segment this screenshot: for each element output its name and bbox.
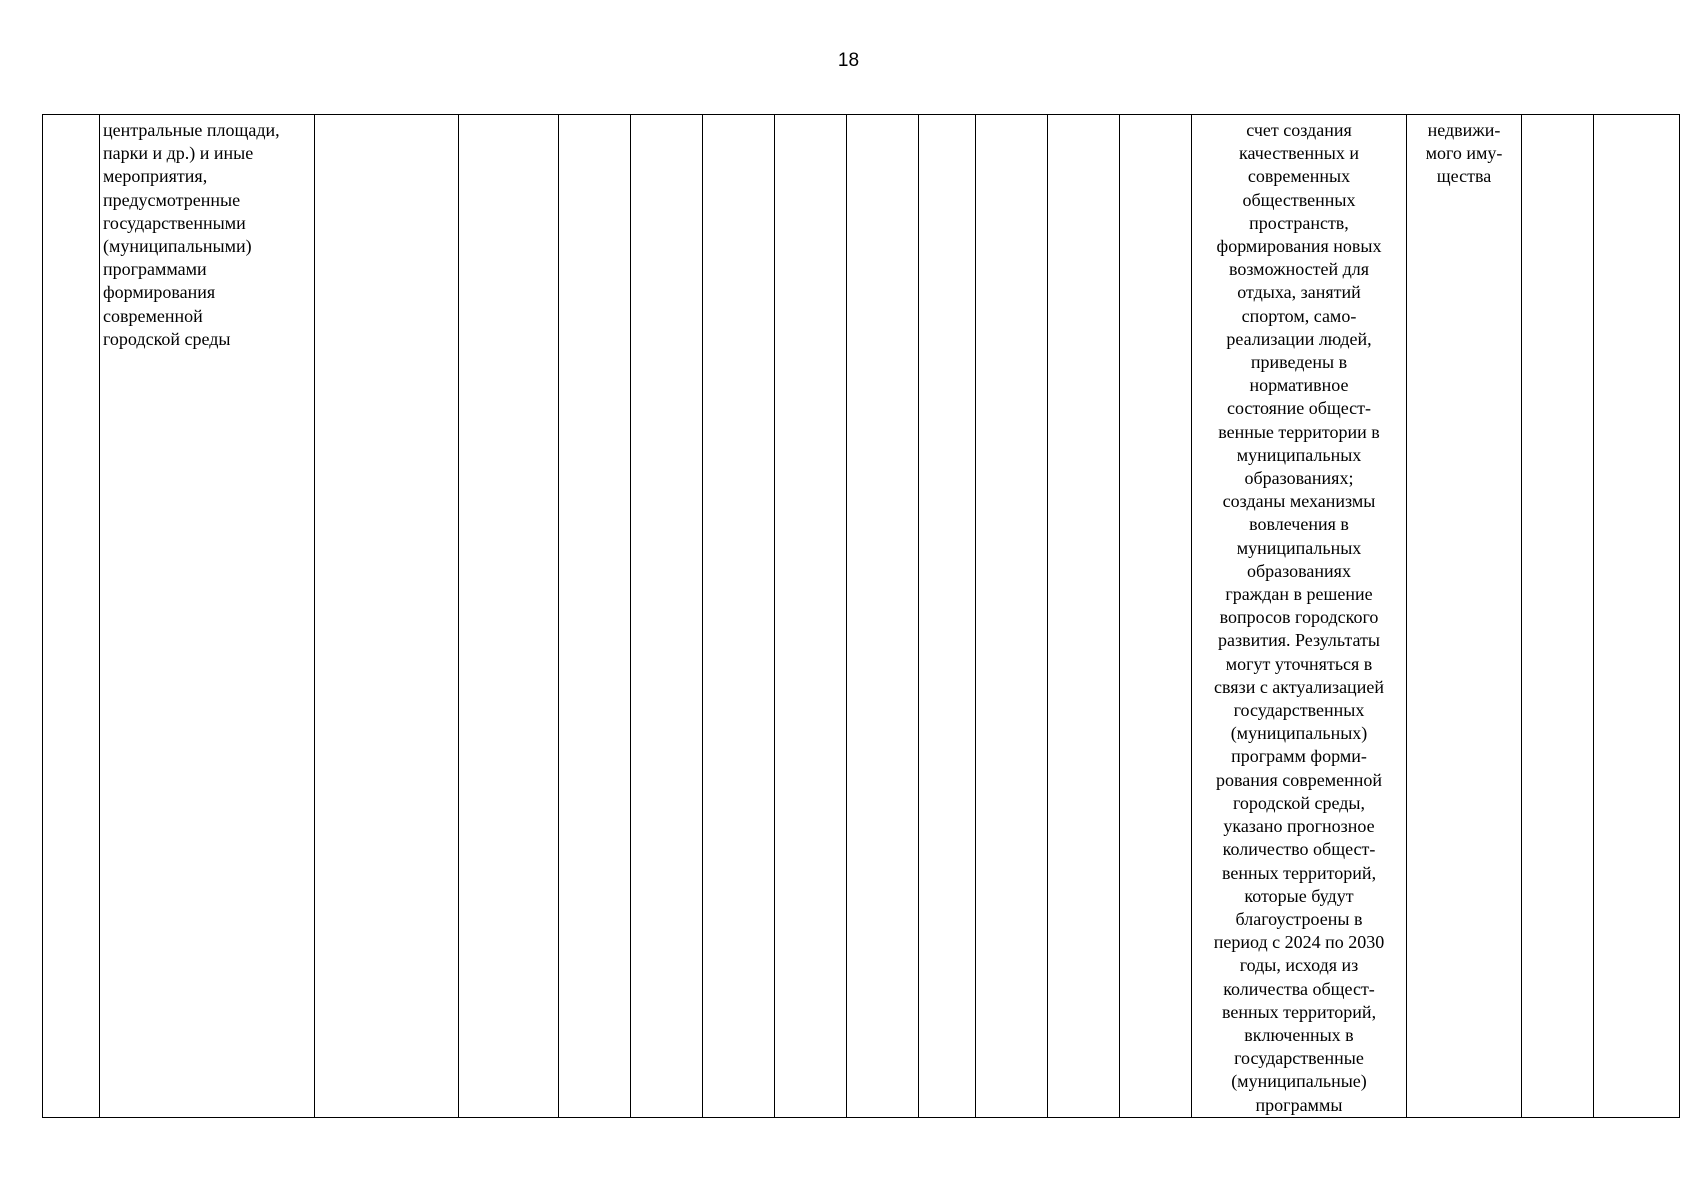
cell-line: (муниципальными) [103, 236, 252, 257]
cell-line: нормативное [1249, 375, 1349, 396]
cell-line: отдыха, занятий [1237, 282, 1361, 303]
cell-line: спортом, само- [1241, 305, 1357, 326]
cell-line: пространств, [1249, 212, 1349, 233]
cell-line: счет создания [1246, 120, 1352, 140]
cell-line: образованиях; [1244, 468, 1354, 489]
cell-line: период с 2024 по 2030 [1213, 932, 1385, 953]
table-cell-col-8 [775, 115, 847, 1118]
table-cell-col-5 [559, 115, 631, 1118]
cell-line: недвижи- [1427, 120, 1501, 140]
table-row [43, 115, 1680, 1118]
cell-line: (муниципальные) [1231, 1071, 1367, 1092]
table-cell-col-9 [847, 115, 919, 1118]
cell-line: государственных [1233, 700, 1365, 721]
cell-text-col-2 [103, 119, 311, 351]
table-cell-col-3 [315, 115, 459, 1118]
cell-line: количество общест- [1222, 839, 1376, 860]
cell-line: включенных в [1244, 1024, 1354, 1045]
cell-line: развития. Результаты [1217, 630, 1380, 651]
cell-line: формирования [103, 282, 216, 303]
cell-line: возможностей для [1228, 259, 1370, 280]
cell-line: современных [1247, 166, 1351, 187]
cell-line: связи с актуализацией [1214, 676, 1384, 697]
cell-line: приведены в [1250, 352, 1348, 373]
cell-text-col-14 [1195, 119, 1403, 1117]
cell-line: парки и др.) и иные [103, 143, 254, 164]
cell-line: состояние общест- [1226, 398, 1372, 419]
cell-line: муниципальных [1236, 537, 1362, 558]
cell-line: вопросов городского [1219, 607, 1379, 628]
cell-line: рования современной [1215, 769, 1383, 790]
page-number: 18 [837, 50, 860, 71]
cell-line: общественных [1242, 189, 1356, 210]
cell-line: качественных и [1239, 143, 1359, 164]
table-cell-col-7 [703, 115, 775, 1118]
cell-line: городской среды, [1232, 792, 1366, 813]
cell-line: современной [103, 305, 203, 326]
cell-line: указано прогнозное [1223, 816, 1375, 837]
table-cell-col-11 [976, 115, 1048, 1118]
table-cell-col-15 [1407, 115, 1522, 1118]
cell-text-col-15 [1410, 119, 1518, 189]
data-table [42, 114, 1680, 1118]
table-cell-col-1 [43, 115, 100, 1118]
table-cell-col-14 [1192, 115, 1407, 1118]
cell-line: формирования новых [1216, 236, 1382, 257]
table-cell-col-16 [1522, 115, 1594, 1118]
table-cell-col-17 [1594, 115, 1680, 1118]
cell-line: предусмотренные [103, 189, 241, 210]
cell-line: центральные площади, [103, 120, 280, 140]
cell-line: созданы механизмы [1222, 491, 1376, 512]
cell-line: венных территорий, [1221, 862, 1377, 883]
cell-line: муниципальных [1236, 444, 1362, 465]
cell-line: программы [1255, 1094, 1343, 1115]
table-cell-col-10 [919, 115, 976, 1118]
table-cell-col-6 [631, 115, 703, 1118]
cell-line: программ форми- [1231, 746, 1367, 767]
cell-line: программами [103, 259, 207, 280]
cell-line: реализации людей, [1226, 328, 1372, 349]
cell-line: щества [1436, 166, 1492, 187]
table-cell-col-13 [1120, 115, 1192, 1118]
cell-line: мероприятия, [103, 166, 208, 187]
cell-line: мого иму- [1425, 143, 1503, 164]
table-cell-col-12 [1048, 115, 1120, 1118]
cell-line: которые будут [1244, 885, 1354, 906]
cell-line: государственными [103, 212, 246, 233]
cell-line: венные территории в [1218, 421, 1380, 442]
cell-line: благоустроены в [1235, 908, 1363, 929]
cell-line: (муниципальных) [1230, 723, 1368, 744]
cell-line: граждан в решение [1225, 584, 1373, 605]
cell-line: годы, исходя из [1239, 955, 1359, 976]
cell-line: венных территорий, [1221, 1001, 1377, 1022]
cell-line: образованиях [1247, 560, 1351, 581]
table-cell-col-4 [459, 115, 559, 1118]
cell-line: вовлечения в [1249, 514, 1349, 535]
cell-line: городской среды [103, 328, 231, 349]
cell-line: могут уточняться в [1225, 653, 1373, 674]
cell-line: количества общест- [1223, 978, 1375, 999]
table-cell-col-2 [100, 115, 315, 1118]
cell-line: государственные [1234, 1048, 1364, 1069]
